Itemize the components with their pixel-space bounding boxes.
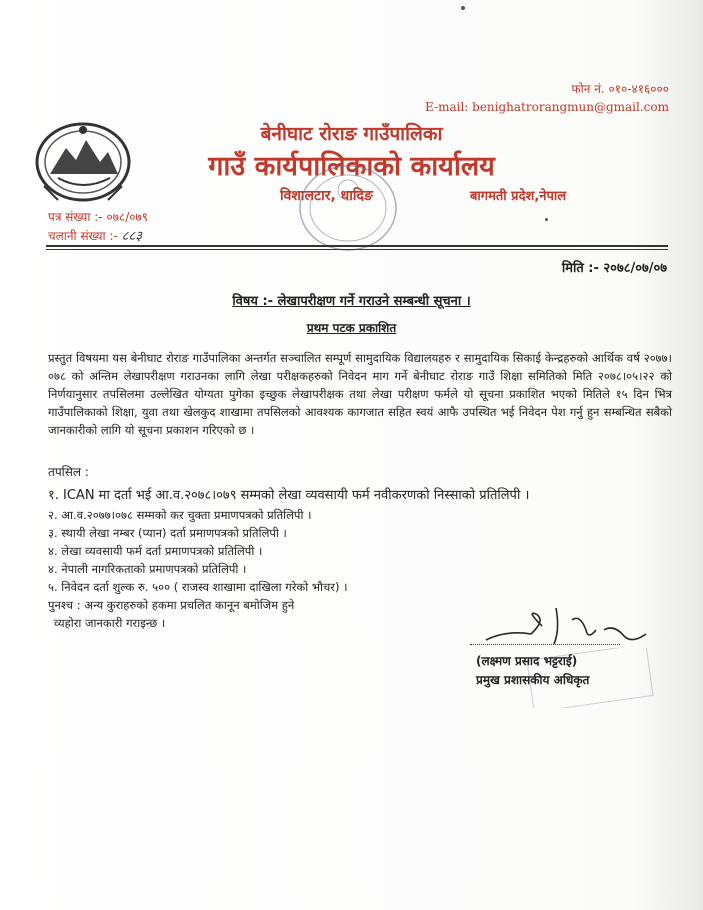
dispatch-number	[48, 226, 142, 244]
municipality-name: बेनीघाट रोराङ गाउँपालिका	[260, 123, 443, 145]
divider-line	[46, 249, 668, 250]
dispatch-number-value: ८८३	[121, 229, 142, 244]
list-item: ४. नेपाली नागरिकताको प्रमाणपत्रको प्रतिलिपी ।	[48, 562, 247, 576]
notice-date: मिति :- २०७८/०७/०७	[561, 261, 667, 276]
details-label: तपसिल :	[48, 465, 89, 479]
speck	[461, 6, 465, 10]
list-item: ३. स्थायी लेखा नम्बर (प्यान) दर्ता प्रमाणपत्रको प्रतिलिपी ।	[48, 526, 287, 540]
postscript-line: पुनश्च : अन्य कुराहरुको हकमा प्रचलित कानून बमोजिम हुने	[48, 598, 295, 612]
list-item: ४. लेखा व्यवसायी फर्म दर्ता प्रमाणपत्रको प्रतिलिपी ।	[48, 544, 263, 558]
phone-number: फोन नं. ०१०-४१६०००	[571, 82, 669, 96]
email-address: E-mail: benighatrorangmun@gmail.com	[425, 100, 669, 114]
list-item: ५. निवेदन दर्ता शुल्क रु. ५०० ( राजस्व शाखामा दाखिला गरेको भौचर) ।	[48, 580, 348, 594]
signature-line	[470, 644, 620, 645]
signatory-name: (लक्ष्मण प्रसाद भट्टराई)	[476, 654, 578, 668]
letter-number	[48, 208, 148, 225]
signatory-title: प्रमुख प्रशासकीय अधिकृत	[476, 673, 590, 687]
list-item: २. आ.व.२०७७।०७८ सम्मको कर चुक्ता प्रमाणपत्रको प्रतिलिपी ।	[48, 508, 312, 522]
office-name: गाउँ कार्यपालिकाको कार्यालय	[208, 151, 495, 182]
speck	[545, 218, 548, 221]
divider-line	[46, 245, 668, 247]
notice-subject: विषय :- लेखापरीक्षण गर्ने गराउने सम्बन्धी सूचना ।	[232, 294, 471, 309]
contact-block	[425, 80, 669, 114]
province: बागमती प्रदेश,नेपाल	[470, 189, 567, 204]
requirements-list	[48, 486, 668, 596]
list-item: १. ICAN मा दर्ता भई आ.व.२०७८।०७९ सम्मको लेखा व्यवसायी फर्म नवीकरणको निस्साको प्रतिलिपी ।	[48, 488, 530, 503]
office-stamp	[296, 160, 401, 255]
postscript-line: व्यहोरा जानकारी गराइन्छ ।	[54, 616, 166, 630]
dispatch-number-label: चलानी संख्या :-	[48, 229, 118, 243]
office-location: विशालटार, धादिङ	[280, 188, 373, 204]
postscript	[48, 596, 294, 632]
letter-number-value: ०७८/०७९	[106, 210, 148, 224]
notice-body: प्रस्तुत विषयमा यस बेनीघाट रोराङ गाउँपालिका अन्तर्गत सञ्चालित सम्पूर्ण सामुदायिक विद्यालयहरु र सामुदायिक सिकाई केन्द्रहरुको आर्थिक वर्ष २०७७।०७८ को अन्तिम लेखापरीक्षण गराउनका लागि लेखा परीक्षकहरुको निवेदन माग गर्ने बेनीघाट रोराङ गाउँ शिक्षा समितिको मिति २०७८।०५।२२ को निर्णयानुसार तपसिलमा उल्लेखित योग्यता पुगेका इच्छुक लेखापरीक्षक तथा लेखा परीक्षण फर्मले यो सूचना प्रकाशित भएको मितिले १५ दिन भित्र गाउँपालिकाको शिक्षा, युवा तथा खेलकुद शाखामा तपसिलको आवश्यक कागजात सहित स्वयं आफै उपस्थित भई निवेदन पेश गर्नु हुन सम्बन्धित सबैको जानकारीको लागि यो सूचना प्रकाशन गरिएको छ ।	[48, 351, 672, 437]
publication-note: प्रथम पटक प्रकाशित	[306, 321, 397, 335]
letter-number-label: पत्र संख्या :-	[48, 210, 103, 224]
